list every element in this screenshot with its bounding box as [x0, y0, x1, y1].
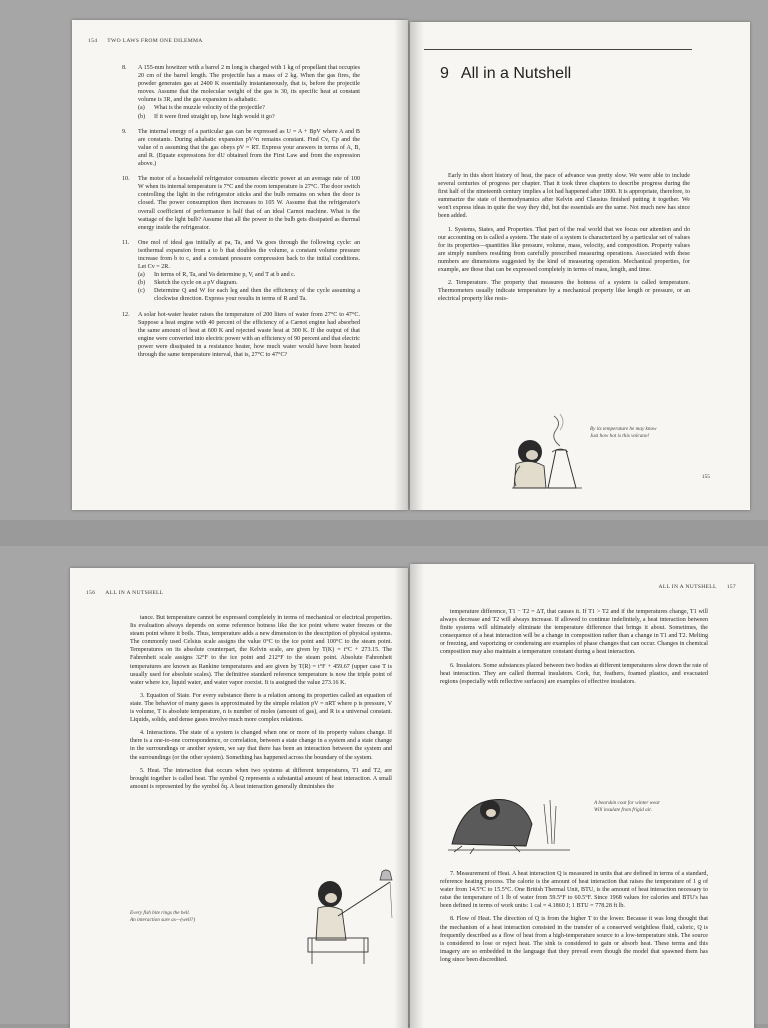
subpart-text: If it were fired straight up, how high would it go? — [154, 113, 275, 120]
subpart-text: In terms of R, Ta, and Va determine p, V, and T at b and c. — [154, 272, 296, 279]
paragraph: 6. Insulators. Some substances placed between two bodies at different temperatures slow down the rate of heat interaction. They are called thermal insulators. Cork, fur, feathers, foamed plastics, and evacuated regions (especially with reflective surfaces) are examples of effective insulators. — [440, 662, 708, 685]
subpart-label: (c) — [138, 288, 145, 295]
running-head — [659, 584, 736, 590]
paragraph: 4. Interactions. The state of a system is changed when one or more of its property values change. If there is a one-to-one correspondence, or correlation, between a state change in a system and a state change in the surroundings or another system, we say that there has been an interaction between the system and the surroundings (or the other system). Something has happened across the boundary of the system. — [130, 730, 392, 761]
caption-line: By its temperature he may know — [590, 426, 657, 432]
paragraph: 2. Temperature. The property that measures the hotness of a system is called temperature. Thermometers usually indicate temperature by a mechanical property like length or pressure, or an electrical property like resis- — [438, 280, 690, 303]
page-number: 155 — [701, 474, 710, 480]
running-head — [86, 590, 163, 596]
problem-subpart — [138, 279, 360, 287]
paragraph: 1. Systems, States, and Properties. That part of the real world that we focus our attention and do our accounting on is called a system. The state of a system is characterized by a particular set of values for its properties—quantities like pressure, volume, mass, velocity, and composition. Property values are simply numbers resulting from carefully prescribed measuring operations. Associated with these numbers are dimensions suggested by the kind of measuring operation. Mechanical properties, for example, are those that can be expressed completely in terms of mass, length, and time. — [438, 226, 690, 274]
paragraph: 7. Measurement of Heat. A heat interaction Q is measured in units that are defined in terms of a standard, reference heating process. The calorie is the amount of heat interaction that raises the temperature of 1 g of water from 14.5°C to 15.5°C. One British Thermal Unit, BTU, is the amount of heat interaction necessary to raise the temperature of 1 lb of water from 59.5°F to 60.5°F. Since 1968 values for calories and BTU's has been defined in terms of work units: 1 cal = 4.1860 J; 1 BTU = 778.28 ft lb. — [440, 871, 708, 910]
caption-line: A bearskin coat for winter wear — [594, 800, 661, 806]
problem-text: The internal energy of a particular gas can be expressed as U = A + BpV where A and B are constants. During adiabatic expansion pV^n remains constant. Find Cv, Cp and the value of n assuming that the gas obeys pV = RT. Express your answers in terms of A, B, and R. (Equate expressions for dU obtained from the First Law and from the expression above.) — [138, 128, 360, 168]
paragraph: 3. Equation of State. For every substance there is a relation among its properties called an equation of state. The behavior of many gases is approximated by the simple relation pV = nRT where p is pressure, V is volume, T is absolute temperature, n is number of moles (amount of gas), and R is a universal constant. Liquids, solids, and dense gases involve much more complex relations. — [130, 692, 392, 724]
problem-text: The motor of a household refrigerator consumes electric power at an average rate of 100 W when its internal temperature is 7°C and the room temperature is 27°C. The door switch controlling the light in the refrigerator sticks and the bulb remains on when the door is closed. The power consumption then increases to 105 W. Assume that the refrigerator's overall coefficient of performance is half that of an ideal Carnot machine. What is the wattage of the light bulb? Assume that all the power to the bulb gets dissipated as thermal energy inside the refrigerator. — [138, 176, 360, 231]
subpart-text: Determine Q and W for each leg and then the efficiency of the cycle assuming a clockwise direction. Express your results in terms of R and Ta. — [154, 288, 360, 303]
paragraph: 5. Heat. The interaction that occurs when two systems at different temperatures, T1 and T2, are brought together is called heat. The symbol Q represents a substantial amount of heat interaction. A small amount is represented by the symbol δq. A heat interaction generally diminishes the — [130, 767, 392, 790]
running-head-title: ALL IN A NUTSHELL — [658, 584, 717, 590]
problem-number: 8. — [122, 65, 127, 71]
page-154 — [72, 20, 408, 510]
problem-subpart — [138, 113, 360, 121]
page-number: 157 — [726, 584, 736, 590]
paragraph: 8. Flow of Heat. The direction of Q is from the higher T to the lower. Because it was long thought that the mechanism of a heat interaction consisted in the transfer of a conserved weightless fluid, caloric, Q is frequently described as a flow of heat from a high-temperature source to a low-temperature sink. The source is considered to lose or reject heat. The sink is considered to gain or absorb heat. These terms and this imagery are so embedded in the language that they prevail even though the model that spawned them has long since been discredited. — [440, 916, 708, 963]
caption-line: Every fish bite rings the bell. — [130, 910, 190, 916]
bearskin-caveman-illustration — [444, 784, 574, 854]
problem-number: 12. — [122, 311, 130, 318]
page-156 — [70, 568, 408, 1028]
problem-item — [122, 239, 360, 304]
problem-list — [122, 64, 360, 366]
body-text — [438, 172, 690, 308]
caveman-volcano-illustration — [502, 410, 586, 492]
chapter-title: All in a Nutshell — [460, 65, 572, 82]
problem-number: 11. — [122, 239, 130, 246]
paragraph: Early in this short history of heat, the pace of advance was pretty slow. We were able to include several centuries of progress per chapter. That it took three chapters to describe progress during the first half of the nineteenth century implies a lot had happened after 1800. It is appropriate, therefore, to summarize the state of thermodynamics after Kelvin and Clausius finished putting it together. We won't express ideas in quite the way they did, but the essentials are the same. Not much new has since been added. — [438, 173, 690, 220]
body-text — [130, 614, 392, 796]
page-155 — [410, 22, 750, 510]
subpart-label: (a) — [138, 272, 145, 279]
body-text-top — [440, 608, 708, 691]
problem-number: 10. — [122, 176, 130, 183]
paragraph: tance. But temperature cannot be expressed completely in terms of mechanical or electrical properties. Its evaluation always depends on some reference hotness like the ice point where water freezes or the steam point where it boils. Thus, temperature adds a new dimension to the description of physical systems. The commonly used Celsius scale assigns the value 0°C to the ice point and 100°C to the steam point. Temperatures on its absolute counterpart, the Kelvin scale, are given by T(K) = t°C + 273.15. The Fahrenheit scale assigns 32°F to the ice point and 212°F to the steam point. Absolute Fahrenheit temperatures are known as Rankine temperatures and are given by T(R) = t°F + 459.67 (upper case T is usually used for absolute scales). The definitive standard reference temperature is now the triple point of water where ice, liquid water, and water vapor coexist. It is assigned the value 273.16 K. — [130, 615, 392, 686]
page-157 — [410, 564, 754, 1028]
caption-line: Will insulate from frigid air. — [594, 806, 652, 813]
problem-item — [122, 175, 360, 232]
running-head-title: ALL IN A NUTSHELL — [105, 590, 164, 596]
chapter-number: 9 — [440, 65, 449, 82]
problem-subpart — [138, 104, 360, 112]
running-head — [88, 38, 203, 44]
subpart-label: (a) — [138, 105, 145, 112]
bottom-spread — [0, 546, 768, 1024]
problem-item — [122, 64, 360, 121]
illustration-caption — [594, 800, 744, 813]
chapter-rule — [424, 49, 692, 50]
problem-subpart — [138, 271, 360, 279]
running-head-title: TWO LAWS FROM ONE DILEMMA — [107, 38, 203, 44]
caption-line: Just how hot is this volcano! — [590, 432, 650, 439]
subpart-label: (b) — [138, 280, 146, 287]
subpart-text: What is the muzzle velocity of the projectile? — [154, 105, 265, 112]
problem-text: A solar hot-water heater raises the temperature of 200 liters of water from 27°C to 47°C. Suppose a heat engine with 40 percent of the efficiency of a Carnot engine had absorbed the same amount of heat at 600 K and rejected waste heat at 300 K. If the output of that engine were converted into electric power with an efficiency of 90 percent and that electric power were dissipated in a resistance heater, how much water would have been heated through the same temperature interval, that is, 27°C to 47°C? — [138, 311, 360, 358]
page-number: 154 — [88, 38, 98, 44]
chapter-heading — [440, 65, 571, 83]
problem-item — [122, 311, 360, 360]
body-text-bottom — [440, 870, 708, 969]
problem-item — [122, 128, 360, 168]
subpart-text: Sketch the cycle on a pV diagram. — [154, 280, 238, 287]
subpart-label: (b) — [138, 113, 146, 120]
illustration-caption — [590, 426, 740, 439]
problem-subpart — [138, 287, 360, 303]
problem-text: One mol of ideal gas initially at pa, Ta, and Va goes through the following cycle: an isothermal expansion from a to b that doubles the volume, a constant volume pressure increase from b to c, and a constant pressure compression back to the initial conditions. Let Cv = 2R. — [138, 239, 360, 271]
problem-text: A 155-mm howitzer with a barrel 2 m long is charged with 1 kg of propellant that occupies 20 cm of the barrel length. The projectile has a mass of 2 kg. When the gas fires, the powder generates gas at 2400 K essentially instantaneously, that is, before the projectile moves. Assume that the molecular weight of the gas is 30, its specific heat at constant volume is 3R, and the gas expansion is adiabatic. — [138, 65, 360, 104]
illustration-caption — [130, 910, 280, 923]
fisherman-bell-illustration — [298, 868, 398, 968]
page-number: 156 — [86, 590, 96, 596]
caption-line: An interaction sure as—(well?) — [130, 916, 196, 923]
paragraph: temperature difference, T1 − T2 = ΔT, that causes it. If T1 > T2 and if the temperatures change, T1 will always decrease and T2 will always increase. If allowed to continue indefinitely, a heat interaction between finite systems will ultimately eliminate the temperature difference that brings it about. Sometimes, the consequence of a heat interaction will be a change in composition rather than a change in T1 and T2. Melting or freezing, and vaporizing or condensing are examples of phase changes that can occur. Changes in chemical composition may also maintain a temperature constant during a heat interaction. — [440, 609, 708, 656]
problem-number: 9. — [122, 128, 127, 135]
